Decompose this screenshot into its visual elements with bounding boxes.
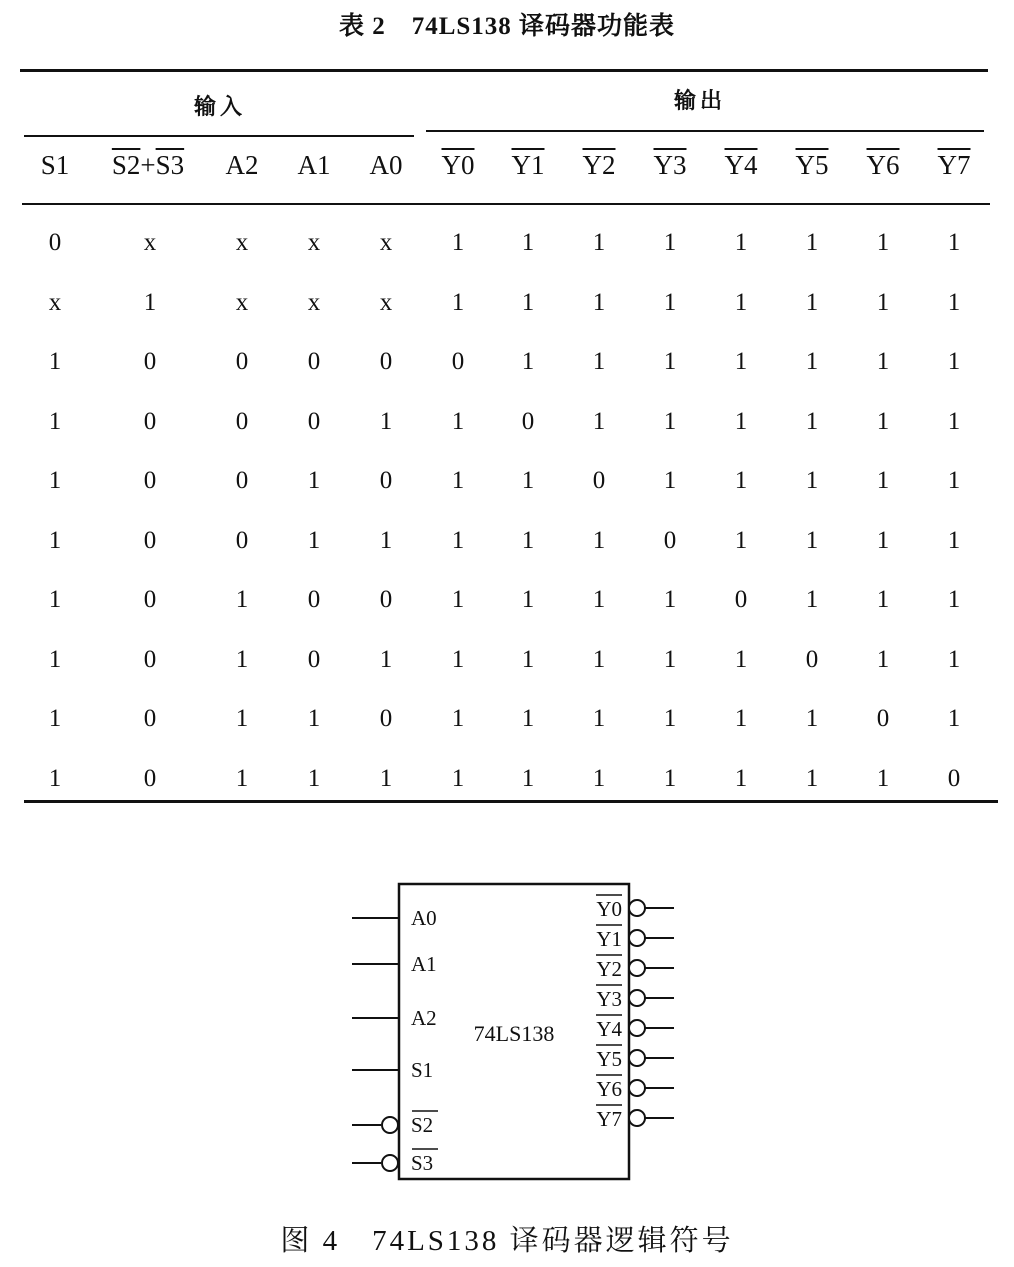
table-cell: 0 (734, 586, 748, 613)
output-pin-label: Y3 (596, 987, 622, 1011)
table-cell: 1 (663, 586, 677, 613)
table-cell: 1 (48, 467, 62, 494)
outputs-group-label: 输出 (673, 88, 726, 113)
table-cell: 1 (307, 467, 321, 494)
column-header: Y5 (795, 150, 829, 180)
inversion-bubble (629, 900, 645, 916)
table-cell: 1 (734, 467, 748, 494)
input-pin-label: A1 (411, 952, 437, 976)
table-cell: 1 (235, 764, 249, 792)
table-cell: 1 (592, 764, 606, 792)
inversion-bubble (382, 1155, 398, 1171)
inversion-bubble (629, 990, 645, 1006)
table-cell: 1 (805, 348, 819, 375)
table-cell: 1 (734, 288, 748, 316)
table-cell: 1 (947, 586, 961, 613)
table-cell: 0 (307, 407, 321, 435)
table-cell: 1 (521, 229, 535, 256)
output-pin-label: Y4 (596, 1017, 622, 1041)
table-cell: 1 (734, 645, 748, 673)
inversion-bubble (629, 930, 645, 946)
table-cell: 1 (592, 288, 606, 316)
table-cell: 1 (592, 229, 606, 256)
table-cell: 1 (521, 586, 535, 613)
table-cell: 1 (947, 348, 961, 375)
table-cell: 0 (307, 645, 321, 673)
table-cell: 1 (592, 705, 606, 732)
table-cell: 1 (143, 288, 157, 316)
table-cell: 0 (451, 348, 465, 375)
input-pin-label: S2 (411, 1113, 434, 1137)
inversion-bubble (629, 1050, 645, 1066)
table-cell: 1 (521, 526, 535, 554)
chip-label: 74LS138 (473, 1021, 555, 1046)
output-pin-label: Y0 (596, 897, 622, 921)
table-cell: 0 (307, 348, 321, 375)
table-cell: 1 (48, 645, 62, 673)
table-cell: 1 (663, 467, 677, 494)
table-cell: 1 (876, 586, 890, 613)
column-header: A1 (297, 150, 331, 180)
table-cell: 1 (451, 705, 465, 732)
column-header: Y2 (582, 150, 616, 180)
table-cell: 1 (663, 288, 677, 316)
table-cell: 1 (876, 526, 890, 554)
table-cell: 1 (805, 526, 819, 554)
table-cell: 1 (876, 467, 890, 494)
column-header: Y0 (441, 150, 475, 180)
table-cell: 1 (451, 407, 465, 435)
table-cell: 1 (235, 705, 249, 732)
table-cell: 0 (876, 705, 890, 732)
table-cell: 1 (876, 348, 890, 375)
table-cell: 1 (48, 764, 62, 792)
table-cell: 1 (663, 705, 677, 732)
table-cell: x (48, 288, 62, 316)
table-cell: 1 (521, 764, 535, 792)
table-cell: 1 (734, 229, 748, 256)
output-pin-label: Y5 (596, 1047, 622, 1071)
table-cell: x (235, 288, 249, 316)
table-cell: 1 (451, 645, 465, 673)
table-cell: 0 (235, 526, 249, 554)
input-pin-label: S1 (411, 1058, 434, 1082)
table-cell: 1 (947, 229, 961, 256)
table-cell: 1 (663, 764, 677, 792)
table-cell: 1 (947, 288, 961, 316)
table-cell: 1 (947, 407, 961, 435)
table-cell: 1 (663, 645, 677, 673)
outputs-group-rule (426, 130, 984, 132)
table-cell: 1 (734, 764, 748, 792)
table-cell: 1 (592, 645, 606, 673)
table-cell: 1 (947, 526, 961, 554)
input-pin-label: A2 (411, 1006, 437, 1030)
inversion-bubble (629, 960, 645, 976)
table-cell: x (307, 288, 321, 316)
inversion-bubble (629, 1020, 645, 1036)
table-cell: 1 (379, 526, 393, 554)
table-cell: 0 (307, 586, 321, 613)
table-cell: x (143, 229, 157, 256)
table-cell: 1 (734, 526, 748, 554)
inversion-bubble (382, 1117, 398, 1133)
table-cell: 1 (521, 348, 535, 375)
table-cell: 1 (451, 288, 465, 316)
table-cell: 1 (805, 407, 819, 435)
table-cell: x (379, 288, 393, 316)
table-cell: 1 (947, 645, 961, 673)
table-top-rule (20, 69, 988, 72)
table-cell: 0 (143, 348, 157, 375)
table-cell: 1 (307, 705, 321, 732)
table-cell: 1 (48, 407, 62, 435)
table-cell: 0 (235, 348, 249, 375)
table-cell: 1 (235, 586, 249, 613)
table-cell: 1 (48, 705, 62, 732)
table-cell: 1 (48, 348, 62, 375)
table-cell: 0 (235, 467, 249, 494)
table-bottom-rule (24, 800, 998, 803)
table-cell: 1 (592, 348, 606, 375)
table-cell: 1 (805, 467, 819, 494)
table-cell: 1 (379, 764, 393, 792)
column-header: Y4 (724, 150, 758, 180)
output-pin-label: Y7 (596, 1107, 622, 1131)
table-cell: 0 (235, 407, 249, 435)
column-header: A2 (225, 150, 259, 180)
table-cell: 1 (521, 645, 535, 673)
table-cell: 0 (143, 705, 157, 732)
column-header: A0 (369, 150, 403, 180)
table-cell: 1 (48, 586, 62, 613)
table-cell: 0 (379, 705, 393, 732)
inputs-group-rule (24, 135, 414, 137)
table-cell: 0 (143, 764, 157, 792)
table-cell: 1 (876, 764, 890, 792)
table-cell: 1 (451, 526, 465, 554)
table-cell: 1 (734, 348, 748, 375)
table-cell: 0 (143, 407, 157, 435)
table-cell: 0 (521, 407, 535, 435)
table-cell: x (235, 229, 249, 256)
table-cell: 1 (734, 705, 748, 732)
logic-symbol (0, 860, 1014, 1200)
table-cell: x (307, 229, 321, 256)
table-cell: 1 (876, 288, 890, 316)
table-cell: 0 (379, 586, 393, 613)
input-pin-label: S3 (411, 1151, 434, 1175)
table-cell: 0 (663, 526, 677, 554)
table-cell: 1 (592, 407, 606, 435)
table-cell: 1 (663, 229, 677, 256)
table-cell: 0 (143, 586, 157, 613)
table-cell: 1 (307, 764, 321, 792)
table-cell: 1 (379, 645, 393, 673)
table-cell: 1 (947, 705, 961, 732)
table-cell: 1 (592, 586, 606, 613)
output-pin-label: Y2 (596, 957, 622, 981)
table-cell: 0 (592, 467, 606, 494)
table-cell: 1 (876, 645, 890, 673)
column-header: Y1 (511, 150, 545, 180)
table-title: 表 2 74LS138 译码器功能表 (338, 13, 676, 40)
header-bottom-rule (22, 203, 990, 205)
table-cell: 1 (521, 467, 535, 494)
input-pin-label: A0 (411, 906, 437, 930)
table-cell: 0 (143, 526, 157, 554)
table-cell: 1 (451, 586, 465, 613)
table-cell: 1 (451, 229, 465, 256)
table-cell: 0 (48, 229, 62, 256)
table-cell: 0 (143, 467, 157, 494)
table-cell: 1 (876, 229, 890, 256)
table-cell: 0 (379, 348, 393, 375)
inversion-bubble (629, 1110, 645, 1126)
table-cell: 1 (592, 526, 606, 554)
inputs-group-label: 输入 (193, 94, 246, 119)
table-cell: 1 (235, 645, 249, 673)
output-pin-label: Y6 (596, 1077, 622, 1101)
table-cell: 1 (451, 764, 465, 792)
table-cell: 1 (876, 407, 890, 435)
table-cell: 0 (805, 645, 819, 673)
table-cell: 1 (805, 705, 819, 732)
column-header: S2+S3 (111, 150, 185, 180)
table-cell: 1 (805, 288, 819, 316)
table-cell: x (379, 229, 393, 256)
table-cell: 1 (307, 526, 321, 554)
table-cell: 1 (805, 229, 819, 256)
table-cell: 1 (521, 705, 535, 732)
table-cell: 1 (521, 288, 535, 316)
column-header: Y3 (653, 150, 687, 180)
column-header: S1 (40, 150, 70, 180)
column-header: Y7 (937, 150, 971, 180)
output-pin-label: Y1 (596, 927, 622, 951)
table-cell: 1 (48, 526, 62, 554)
table-cell: 1 (805, 764, 819, 792)
table-cell: 1 (379, 407, 393, 435)
table-cell: 0 (143, 645, 157, 673)
table-cell: 0 (379, 467, 393, 494)
input-pins (352, 906, 438, 1175)
figure-caption: 图 4 74LS138 译码器逻辑符号 (280, 1225, 734, 1257)
table-cell: 1 (734, 407, 748, 435)
column-header: Y6 (866, 150, 900, 180)
table-cell: 1 (451, 467, 465, 494)
table-cell: 1 (663, 348, 677, 375)
table-cell: 1 (947, 467, 961, 494)
table-cell: 0 (947, 764, 961, 792)
table-cell: 1 (663, 407, 677, 435)
output-pins (596, 895, 674, 1131)
table-cell: 1 (805, 586, 819, 613)
inversion-bubble (629, 1080, 645, 1096)
